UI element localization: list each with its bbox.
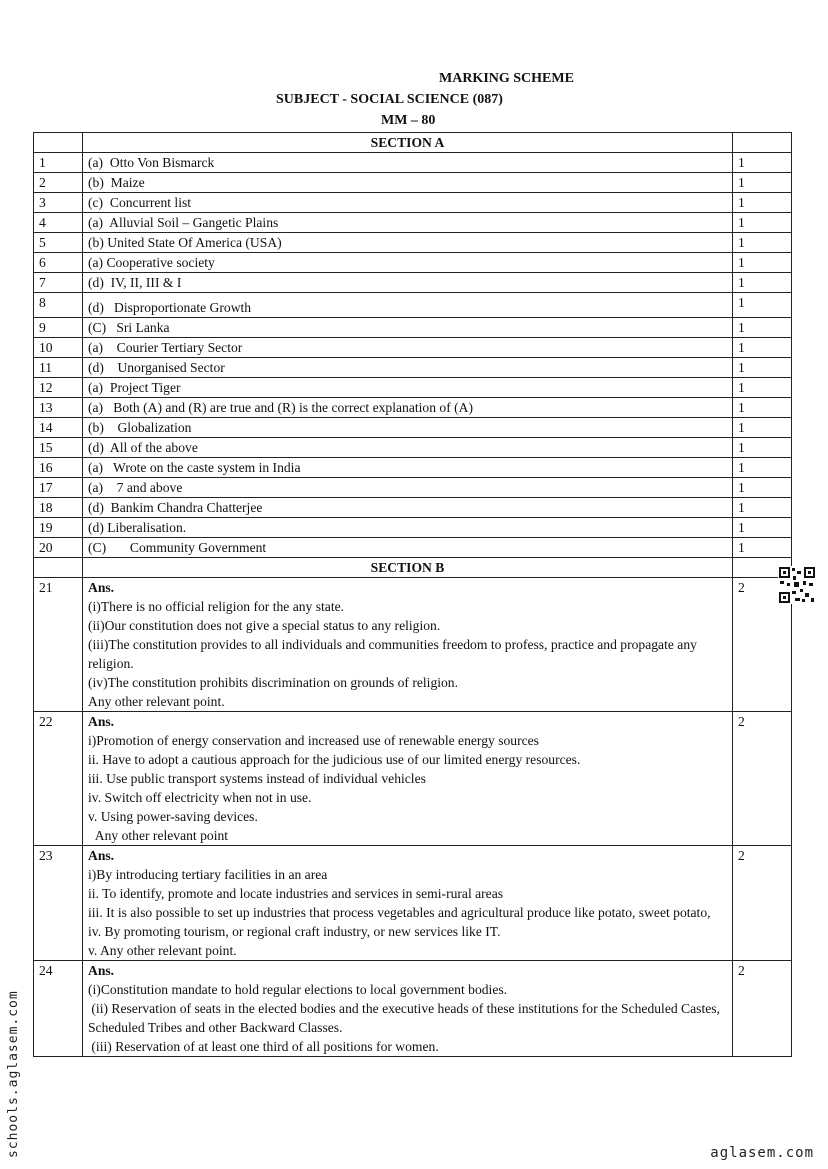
marks-cell: 1	[733, 273, 792, 293]
question-number: 13	[34, 398, 83, 418]
subject-line: SUBJECT - SOCIAL SCIENCE (087)	[276, 92, 503, 107]
answer-cell: (C) Sri Lanka	[83, 318, 733, 338]
table-row	[34, 293, 792, 318]
question-number: 17	[34, 478, 83, 498]
answer-label: Ans.	[88, 580, 115, 595]
answer-point: i)Promotion of energy conservation and increased use of renewable energy sources	[88, 733, 539, 748]
answer-cell: (d) Unorganised Sector	[83, 358, 733, 378]
answer-cell: (C) Community Government	[83, 538, 733, 558]
answer-cell: (a) 7 and above	[83, 478, 733, 498]
table-row	[34, 273, 792, 293]
table-row	[34, 458, 792, 478]
table-row	[34, 153, 792, 173]
table-row	[34, 338, 792, 358]
answer-point: Any other relevant point	[88, 828, 229, 843]
answer-cell: (b) United State Of America (USA)	[83, 233, 733, 253]
table-row	[34, 253, 792, 273]
marks-cell: 1	[733, 418, 792, 438]
question-number: 12	[34, 378, 83, 398]
answer-point: Any other relevant point.	[88, 694, 225, 709]
max-marks: MM – 80	[381, 113, 436, 128]
answer-cell: (d) IV, II, III & I	[83, 273, 733, 293]
question-number: 3	[34, 193, 83, 213]
question-number: 7	[34, 273, 83, 293]
marks-cell: 1	[733, 253, 792, 273]
marks-cell: 1	[733, 438, 792, 458]
marks-cell: 1	[733, 213, 792, 233]
answer-point: (ii) Reservation of seats in the elected bodies and the executive heads of these institutions for the Scheduled Castes, Scheduled Tribes and other Backward Classes.	[88, 1001, 724, 1035]
table-row	[34, 398, 792, 418]
answer-point: i)By introducing tertiary facilities in an area	[88, 867, 328, 882]
marks-cell: 1	[733, 518, 792, 538]
marks-cell: 1	[733, 293, 792, 318]
question-number: 4	[34, 213, 83, 233]
marks-cell: 1	[733, 538, 792, 558]
question-number: 10	[34, 338, 83, 358]
answer-point: iv. Switch off electricity when not in use.	[88, 790, 312, 805]
marks-cell: 2	[733, 961, 792, 1057]
marks-cell: 1	[733, 193, 792, 213]
doc-heading: MARKING SCHEME	[439, 71, 574, 86]
answer-cell	[83, 961, 733, 1057]
table-row	[34, 233, 792, 253]
marks-cell: 1	[733, 318, 792, 338]
table-row	[34, 578, 792, 712]
answer-point: (iii) Reservation of at least one third of all positions for women.	[88, 1039, 439, 1054]
answer-cell: (a) Both (A) and (R) are true and (R) is the correct explanation of (A)	[83, 398, 733, 418]
table-row	[34, 498, 792, 518]
question-number: 8	[34, 293, 83, 318]
table-row	[34, 173, 792, 193]
question-number: 14	[34, 418, 83, 438]
question-number: 22	[34, 712, 83, 846]
side-watermark: schools.aglasem.com	[6, 990, 21, 1158]
answer-cell: (a) Project Tiger	[83, 378, 733, 398]
marks-cell: 1	[733, 458, 792, 478]
question-number: 5	[34, 233, 83, 253]
marks-cell: 1	[733, 398, 792, 418]
table-row	[34, 358, 792, 378]
answer-label: Ans.	[88, 714, 115, 729]
question-number: 19	[34, 518, 83, 538]
table-row	[34, 193, 792, 213]
footer-watermark: aglasem.com	[710, 1145, 814, 1161]
answer-point: iii. Use public transport systems instead of individual vehicles	[88, 771, 426, 786]
answer-point: iv. By promoting tourism, or regional craft industry, or new services like IT.	[88, 924, 501, 939]
question-number: 21	[34, 578, 83, 712]
question-number: 9	[34, 318, 83, 338]
marks-cell: 1	[733, 498, 792, 518]
marks-cell: 1	[733, 233, 792, 253]
marks-cell: 2	[733, 712, 792, 846]
answer-cell: (d) Bankim Chandra Chatterjee	[83, 498, 733, 518]
marking-scheme-table	[33, 132, 792, 1057]
answer-label: Ans.	[88, 963, 115, 978]
answer-cell: (d) Disproportionate Growth	[83, 293, 733, 318]
answer-point: (i)Constitution mandate to hold regular elections to local government bodies.	[88, 982, 508, 997]
answer-cell	[83, 712, 733, 846]
answer-cell: (a) Alluvial Soil – Gangetic Plains	[83, 213, 733, 233]
answer-cell: (c) Concurrent list	[83, 193, 733, 213]
table-row	[34, 418, 792, 438]
question-number: 6	[34, 253, 83, 273]
answer-cell: (d) Liberalisation.	[83, 518, 733, 538]
table-row	[34, 961, 792, 1057]
question-number: 15	[34, 438, 83, 458]
marks-cell: 2	[733, 578, 792, 712]
answer-cell	[83, 846, 733, 961]
marks-cell: 1	[733, 478, 792, 498]
question-number: 1	[34, 153, 83, 173]
answer-point: (ii)Our constitution does not give a special status to any religion.	[88, 618, 441, 633]
answer-cell	[83, 578, 733, 712]
table-row	[34, 318, 792, 338]
section-b-header-row	[34, 558, 792, 578]
qr-code-icon	[778, 566, 816, 604]
table-row	[34, 478, 792, 498]
answer-point: v. Using power-saving devices.	[88, 809, 258, 824]
answer-cell: (b) Maize	[83, 173, 733, 193]
marks-cell: 1	[733, 173, 792, 193]
answer-point: (i)There is no official religion for the any state.	[88, 599, 345, 614]
answer-point: iii. It is also possible to set up industries that process vegetables and agricultural produce like potato, sweet potato,	[88, 905, 711, 920]
answer-point: (iii)The constitution provides to all individuals and communities freedom to profess, practice and propagate any religion.	[88, 637, 701, 671]
question-number: 2	[34, 173, 83, 193]
answer-cell: (d) All of the above	[83, 438, 733, 458]
table-row	[34, 518, 792, 538]
section-a-header-row	[34, 133, 792, 153]
marks-cell: 1	[733, 378, 792, 398]
answer-point: ii. To identify, promote and locate industries and services in semi-rural areas	[88, 886, 504, 901]
table-row	[34, 213, 792, 233]
question-number: 20	[34, 538, 83, 558]
answer-cell: (a) Cooperative society	[83, 253, 733, 273]
answer-point: (iv)The constitution prohibits discrimination on grounds of religion.	[88, 675, 459, 690]
answer-cell: (b) Globalization	[83, 418, 733, 438]
answer-point: ii. Have to adopt a cautious approach for the judicious use of our limited energy resources.	[88, 752, 581, 767]
answer-label: Ans.	[88, 848, 115, 863]
table-row	[34, 538, 792, 558]
answer-cell: (a) Otto Von Bismarck	[83, 153, 733, 173]
question-number: 18	[34, 498, 83, 518]
table-row	[34, 438, 792, 458]
table-row	[34, 378, 792, 398]
question-number: 23	[34, 846, 83, 961]
marks-cell: 1	[733, 338, 792, 358]
answer-point: v. Any other relevant point.	[88, 943, 237, 958]
question-number: 11	[34, 358, 83, 378]
answer-cell: (a) Courier Tertiary Sector	[83, 338, 733, 358]
marks-cell: 1	[733, 153, 792, 173]
question-number: 16	[34, 458, 83, 478]
marks-cell: 2	[733, 846, 792, 961]
answer-cell: (a) Wrote on the caste system in India	[83, 458, 733, 478]
section-a-title: SECTION A	[83, 133, 733, 153]
section-b-title: SECTION B	[83, 558, 733, 578]
table-row	[34, 846, 792, 961]
question-number: 24	[34, 961, 83, 1057]
table-row	[34, 712, 792, 846]
marks-cell: 1	[733, 358, 792, 378]
